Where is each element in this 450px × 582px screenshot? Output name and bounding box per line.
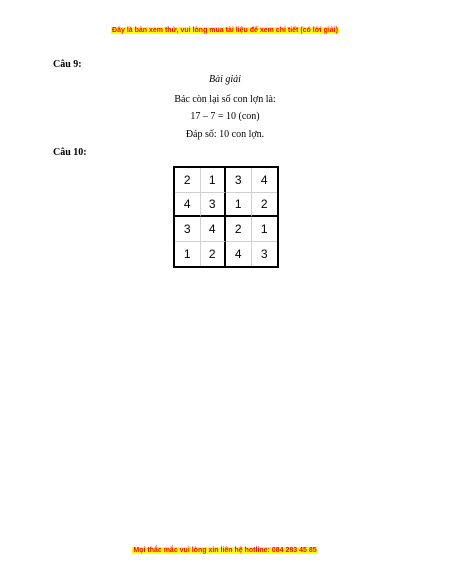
hotline-text: Mọi thắc mắc vui lòng xin liên hệ hotline: 084 283 45 85 [133, 547, 317, 554]
sudoku-cell: 3 [260, 246, 268, 261]
solution-line-1: Bác còn lại số con lợn là: [174, 94, 276, 105]
sudoku-cell: 1 [175, 242, 201, 267]
sudoku-cell: 2 [201, 242, 227, 267]
question-10-label: Câu 10: [53, 147, 87, 158]
sudoku-cell: 1 [226, 193, 252, 218]
sudoku-cell: 2 [175, 168, 201, 193]
solution-answer: Đáp số: 10 con lợn. [185, 129, 265, 140]
sudoku-cell: 2 [226, 217, 252, 242]
sudoku-cell: 3 [226, 168, 252, 193]
preview-notice-banner [0, 27, 450, 34]
sudoku-cell: 3 [201, 193, 227, 218]
sudoku-cell: 1 [201, 168, 227, 193]
sudoku-cell: 4 [201, 217, 227, 242]
sudoku-cell: 4 [175, 193, 201, 218]
sudoku-grid [173, 166, 279, 268]
sudoku-cell: 2 [252, 193, 278, 218]
sudoku-cell: 4 [226, 242, 252, 267]
preview-notice-text: Đây là bản xem thử, vui lòng mua tài liệu để xem chi tiết (có lời giải) [112, 27, 338, 34]
sudoku-cell: 3 [175, 217, 201, 242]
sudoku-cell: 1 [252, 217, 278, 242]
solution-title: Bài giải [209, 74, 241, 85]
sudoku-cell: 4 [252, 168, 278, 193]
hotline-banner [0, 547, 450, 554]
question-9-label: Câu 9: [53, 59, 82, 70]
solution-line-2: 17 – 7 = 10 (con) [190, 111, 260, 122]
